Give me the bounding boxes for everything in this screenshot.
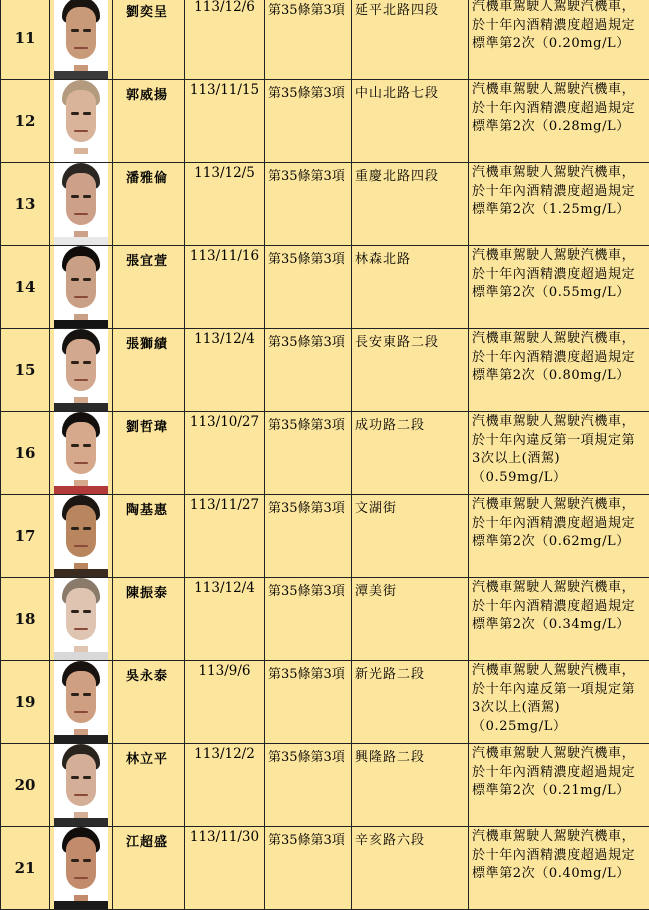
portrait-photo — [50, 163, 113, 246]
table-row — [1, 744, 649, 827]
row-number: 13 — [1, 163, 50, 246]
right-eye — [83, 29, 91, 32]
description-line: 於十年內酒精濃度超過規定 — [472, 183, 647, 202]
table-row — [1, 827, 649, 910]
portrait-image — [54, 0, 108, 79]
offender-name: 劉哲瑋 — [113, 412, 185, 495]
offender-name: 張宜萱 — [113, 246, 185, 329]
description-line: 於十年內違反第一項規定第 — [472, 681, 647, 700]
left-eye — [71, 610, 79, 613]
mouth — [74, 47, 88, 49]
left-eye — [71, 195, 79, 198]
shirt-shape — [54, 735, 108, 743]
shirt-shape — [54, 818, 108, 826]
table-row — [1, 329, 649, 412]
violation-date: 113/12/2 — [185, 744, 265, 827]
description-line: 標準第2次（0.40mg/L） — [472, 865, 647, 884]
law-article: 第35條第3項 — [265, 578, 352, 661]
left-eye — [71, 112, 79, 115]
violation-location: 長安東路二段 — [352, 329, 469, 412]
offender-name: 張獅績 — [113, 329, 185, 412]
violation-location: 潭美街 — [352, 578, 469, 661]
description-line: 標準第2次（0.20mg/L） — [472, 35, 647, 54]
right-eye — [83, 610, 91, 613]
roster-body — [1, 0, 649, 910]
offender-name: 陶基惠 — [113, 495, 185, 578]
violation-location: 重慶北路四段 — [352, 163, 469, 246]
table-row — [1, 246, 649, 329]
description-line: 於十年內酒精濃度超過規定 — [472, 598, 647, 617]
left-eye — [71, 527, 79, 530]
description-line: 汽機車駕駛人駕駛汽機車， — [472, 330, 647, 349]
face-shape — [66, 173, 96, 225]
violation-description — [469, 329, 649, 412]
law-article: 第35條第3項 — [265, 827, 352, 910]
law-article: 第35條第3項 — [265, 163, 352, 246]
portrait-photo — [50, 578, 113, 661]
mouth — [74, 628, 88, 630]
right-eye — [83, 361, 91, 364]
face-shape — [66, 588, 96, 640]
portrait-photo — [50, 827, 113, 910]
row-number: 15 — [1, 329, 50, 412]
portrait-image — [54, 246, 108, 328]
description-line: 於十年內酒精濃度超過規定 — [472, 100, 647, 119]
violation-description — [469, 80, 649, 163]
mouth — [74, 213, 88, 215]
face-shape — [66, 256, 96, 308]
portrait-image — [54, 80, 108, 162]
description-line: 汽機車駕駛人駕駛汽機車， — [472, 496, 647, 515]
portrait-photo — [50, 661, 113, 744]
violation-date: 113/12/5 — [185, 163, 265, 246]
description-line: 3次以上(酒駕) — [472, 699, 647, 718]
row-number: 11 — [1, 0, 50, 80]
portrait-image — [54, 329, 108, 411]
violation-location: 文湖街 — [352, 495, 469, 578]
face-shape — [66, 505, 96, 557]
table-row — [1, 80, 649, 163]
description-line: 汽機車駕駛人駕駛汽機車， — [472, 413, 647, 432]
face-shape — [66, 671, 96, 723]
row-number: 17 — [1, 495, 50, 578]
violation-date: 113/12/4 — [185, 329, 265, 412]
description-line: 於十年內酒精濃度超過規定 — [472, 764, 647, 783]
law-article: 第35條第3項 — [265, 744, 352, 827]
violation-description — [469, 827, 649, 910]
violation-location: 林森北路 — [352, 246, 469, 329]
table-row — [1, 578, 649, 661]
law-article: 第35條第3項 — [265, 661, 352, 744]
right-eye — [83, 527, 91, 530]
shirt-shape — [54, 901, 108, 909]
violation-location: 中山北路七段 — [352, 80, 469, 163]
row-number: 19 — [1, 661, 50, 744]
left-eye — [71, 278, 79, 281]
offender-name: 陳振泰 — [113, 578, 185, 661]
right-eye — [83, 278, 91, 281]
offender-name: 潘雅倫 — [113, 163, 185, 246]
right-eye — [83, 444, 91, 447]
description-line: 汽機車駕駛人駕駛汽機車， — [472, 0, 647, 17]
face-shape — [66, 7, 96, 59]
description-line: 汽機車駕駛人駕駛汽機車， — [472, 164, 647, 183]
description-line: 汽機車駕駛人駕駛汽機車， — [472, 662, 647, 681]
portrait-image — [54, 661, 108, 743]
portrait-image — [54, 578, 108, 660]
description-line: 標準第2次（0.62mg/L） — [472, 533, 647, 552]
right-eye — [83, 693, 91, 696]
law-article: 第35條第3項 — [265, 0, 352, 80]
description-line: 標準第2次（0.21mg/L） — [472, 782, 647, 801]
description-line: 於十年內酒精濃度超過規定 — [472, 17, 647, 36]
shirt-shape — [54, 652, 108, 660]
face-shape — [66, 422, 96, 474]
mouth — [74, 711, 88, 713]
table-row — [1, 0, 649, 80]
description-line: 於十年內違反第一項規定第 — [472, 432, 647, 451]
mouth — [74, 379, 88, 381]
portrait-image — [54, 744, 108, 826]
left-eye — [71, 29, 79, 32]
left-eye — [71, 693, 79, 696]
offender-name: 吳永泰 — [113, 661, 185, 744]
left-eye — [71, 859, 79, 862]
portrait-image — [54, 412, 108, 494]
offender-name: 江超盛 — [113, 827, 185, 910]
description-line: 標準第2次（0.55mg/L） — [472, 284, 647, 303]
description-line: 於十年內酒精濃度超過規定 — [472, 266, 647, 285]
left-eye — [71, 444, 79, 447]
portrait-image — [54, 495, 108, 577]
violation-location: 新光路二段 — [352, 661, 469, 744]
right-eye — [83, 195, 91, 198]
left-eye — [71, 776, 79, 779]
violation-location: 成功路二段 — [352, 412, 469, 495]
table-row — [1, 412, 649, 495]
table-row — [1, 661, 649, 744]
violation-date: 113/12/4 — [185, 578, 265, 661]
face-shape — [66, 837, 96, 889]
description-line: 於十年內酒精濃度超過規定 — [472, 349, 647, 368]
description-line: 汽機車駕駛人駕駛汽機車， — [472, 247, 647, 266]
row-number: 18 — [1, 578, 50, 661]
face-shape — [66, 754, 96, 806]
right-eye — [83, 776, 91, 779]
violation-description — [469, 661, 649, 744]
row-number: 21 — [1, 827, 50, 910]
description-line: 3次以上(酒駕) — [472, 450, 647, 469]
mouth — [74, 130, 88, 132]
row-number: 16 — [1, 412, 50, 495]
left-eye — [71, 361, 79, 364]
mouth — [74, 296, 88, 298]
violation-location: 辛亥路六段 — [352, 827, 469, 910]
table-row — [1, 495, 649, 578]
violation-date: 113/11/30 — [185, 827, 265, 910]
shirt-shape — [54, 237, 108, 245]
violation-description — [469, 495, 649, 578]
violation-date: 113/10/27 — [185, 412, 265, 495]
description-line: 汽機車駕駛人駕駛汽機車， — [472, 745, 647, 764]
portrait-image — [54, 827, 108, 909]
description-line: 標準第2次（1.25mg/L） — [472, 201, 647, 220]
row-number: 20 — [1, 744, 50, 827]
law-article: 第35條第3項 — [265, 80, 352, 163]
offender-name: 林立平 — [113, 744, 185, 827]
law-article: 第35條第3項 — [265, 246, 352, 329]
portrait-photo — [50, 412, 113, 495]
shirt-shape — [54, 71, 108, 79]
shirt-shape — [54, 154, 108, 162]
violation-description — [469, 0, 649, 80]
portrait-photo — [50, 0, 113, 80]
violation-date: 113/11/15 — [185, 80, 265, 163]
law-article: 第35條第3項 — [265, 412, 352, 495]
description-line: 汽機車駕駛人駕駛汽機車， — [472, 579, 647, 598]
violation-description — [469, 412, 649, 495]
mouth — [74, 794, 88, 796]
face-shape — [66, 339, 96, 391]
portrait-photo — [50, 246, 113, 329]
violation-description — [469, 744, 649, 827]
description-line: 於十年內酒精濃度超過規定 — [472, 515, 647, 534]
violation-location: 興隆路二段 — [352, 744, 469, 827]
row-number: 14 — [1, 246, 50, 329]
description-line: （0.59mg/L） — [472, 469, 647, 488]
description-line: 汽機車駕駛人駕駛汽機車， — [472, 81, 647, 100]
row-number: 12 — [1, 80, 50, 163]
mouth — [74, 462, 88, 464]
offender-name: 劉奕呈 — [113, 0, 185, 80]
description-line: 標準第2次（0.28mg/L） — [472, 118, 647, 137]
violation-date: 113/11/27 — [185, 495, 265, 578]
portrait-photo — [50, 329, 113, 412]
offender-name: 郭威揚 — [113, 80, 185, 163]
shirt-shape — [54, 403, 108, 411]
shirt-shape — [54, 486, 108, 494]
shirt-shape — [54, 569, 108, 577]
right-eye — [83, 859, 91, 862]
description-line: 標準第2次（0.34mg/L） — [472, 616, 647, 635]
violation-description — [469, 578, 649, 661]
face-shape — [66, 90, 96, 142]
right-eye — [83, 112, 91, 115]
violation-location: 延平北路四段 — [352, 0, 469, 80]
portrait-image — [54, 163, 108, 245]
violation-date: 113/9/6 — [185, 661, 265, 744]
violation-date: 113/12/6 — [185, 0, 265, 80]
description-line: 標準第2次（0.80mg/L） — [472, 367, 647, 386]
shirt-shape — [54, 320, 108, 328]
law-article: 第35條第3項 — [265, 329, 352, 412]
portrait-photo — [50, 80, 113, 163]
portrait-photo — [50, 744, 113, 827]
violation-description — [469, 246, 649, 329]
description-line: 汽機車駕駛人駕駛汽機車， — [472, 828, 647, 847]
mouth — [74, 545, 88, 547]
portrait-photo — [50, 495, 113, 578]
violation-description — [469, 163, 649, 246]
law-article: 第35條第3項 — [265, 495, 352, 578]
violation-date: 113/11/16 — [185, 246, 265, 329]
mouth — [74, 877, 88, 879]
description-line: 於十年內酒精濃度超過規定 — [472, 847, 647, 866]
table-row — [1, 163, 649, 246]
description-line: （0.25mg/L） — [472, 718, 647, 737]
